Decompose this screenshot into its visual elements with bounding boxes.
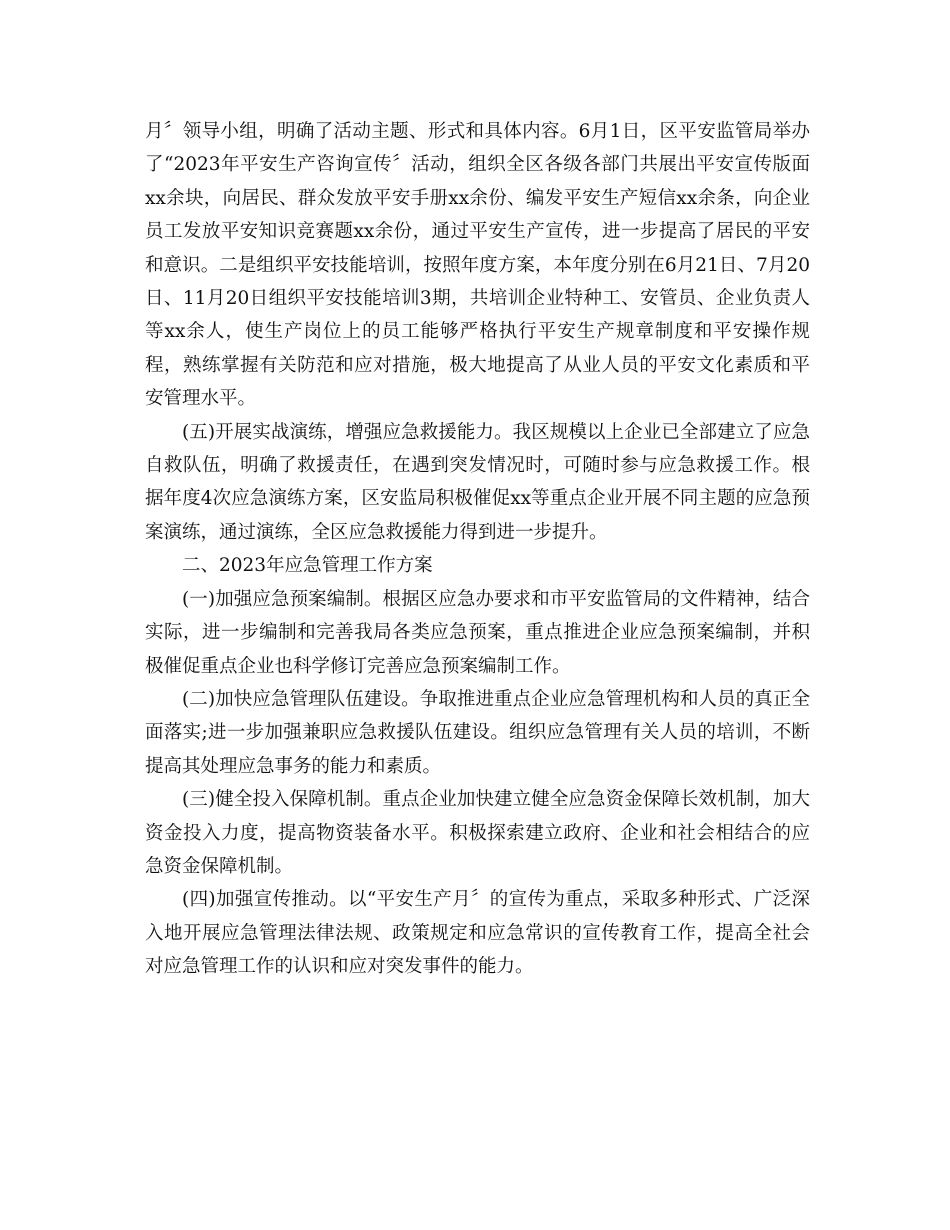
paragraph-item-three: (三)健全投入保障机制。重点企业加快建立健全应急资金保障长效机制，加大资金投入力度，提高物资装备水平。积极探索建立政府、企业和社会相结合的应急资金保障机制。 — [145, 789, 810, 877]
document-body — [145, 115, 810, 984]
paragraph-item-one: (一)加强应急预案编制。根据区应急办要求和市平安监管局的文件精神，结合实际，进一步编制和完善我局各类应急预案，重点推进企业应急预案编制，并积极催促重点企业也科学修订完善应急预案编制工作。 — [145, 588, 810, 677]
paragraph-continuation: 月〞领导小组，明确了活动主题、形式和具体内容。6月1日，区平安监管局举办了“2023年平安生产咨询宣传〞活动，组织全区各级各部门共展出平安宣传版面xx余块，向居民、群众发放平安手册xx余份、编发平安生产短信xx余条，向企业员工发放平安知识竞赛题xx余份，通过平安生产宣传，进一步提高了居民的平安和意识。二是组织平安技能培训，按照年度方案，本年度分别在6月21日、7月20日、11月20日组织平安技能培训3期，共培训企业特种工、安管员、企业负责人等xx余人，使生产岗位上的员工能够严格执行平安生产规章制度和平安操作规程，熟练掌握有关防范和应对措施，极大地提高了从业人员的平安文化素质和平安管理水平。 — [145, 121, 810, 410]
paragraph-item-two: (二)加快应急管理队伍建设。争取推进重点企业应急管理机构和人员的真正全面落实;进一步加强兼职应急救援队伍建设。组织应急管理有关人员的培训，不断提高其处理应急事务的能力和素质。 — [145, 688, 810, 777]
paragraph-item-four: (四)加强宣传推动。以“平安生产月〞的宣传为重点，采取多种形式、广泛深入地开展应急管理法律法规、政策规定和应急常识的宣传教育工作，提高全社会对应急管理工作的认识和应对突发事件的能力。 — [145, 889, 810, 978]
paragraph-section-five: (五)开展实战演练，增强应急救援能力。我区规模以上企业已全部建立了应急自救队伍，明确了救援责任，在遇到突发情况时，可随时参与应急救援工作。根据年度4次应急演练方案，区安监局积极催促xx等重点企业开展不同主题的应急预案演练，通过演练，全区应急救援能力得到进一步提升。 — [145, 421, 810, 543]
section-heading-plan: 二、2023年应急管理工作方案 — [182, 555, 433, 577]
